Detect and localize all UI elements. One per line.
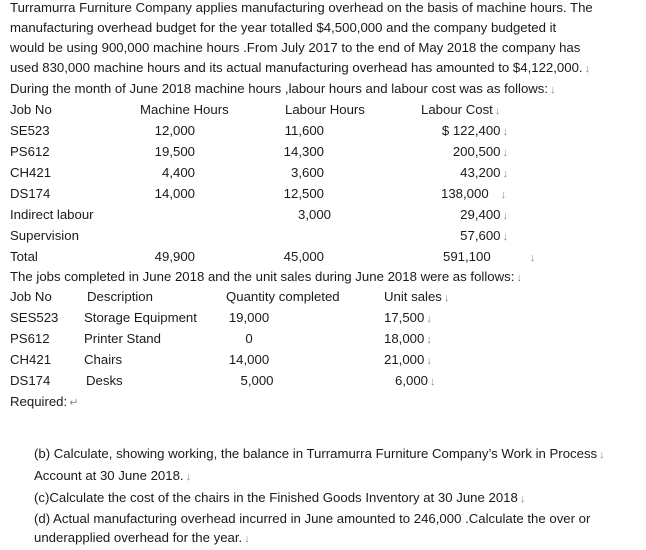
line-break-mark-icon: ↓ (443, 292, 450, 304)
table2-header-quantity: Quantity completed (226, 289, 340, 304)
table1-row-job: SE523 (10, 123, 50, 138)
line-break-mark-icon: ↓ (502, 126, 508, 138)
line-break-mark-icon: ↓ (599, 449, 605, 461)
table1-row-labour-cost: $ 122,400 ↓ (441, 123, 508, 138)
table1-header-machine: Machine Hours (140, 102, 229, 117)
line-break-mark-icon: ↓ (519, 493, 526, 505)
line-break-mark-icon: ↓ (502, 231, 508, 243)
table2-row-quantity: 14,000 (228, 352, 270, 367)
line-break-mark-icon: ↓ (584, 63, 591, 75)
line-break-mark-icon: ↓ (502, 210, 508, 222)
line-break-mark-icon: ↓ (426, 313, 432, 325)
question-d-line: underapplied overhead for the year. ↓ (34, 530, 250, 545)
intro-line: During the month of June 2018 machine hours ,labour hours and labour cost was as follows: ↓ (10, 81, 556, 96)
table2-row-unit-sales: 6,000 ↓ (395, 373, 436, 388)
table1-row-labour-hours: 3,000 (297, 207, 331, 222)
table1-row-job: PS612 (10, 144, 50, 159)
table1-row-labour-cost: 57,600 ↓ (460, 228, 508, 243)
table1-header-labour-hours: Labour Hours (285, 102, 365, 117)
table1-row-labour-cost: 29,400 ↓ (460, 207, 508, 222)
table1-row-labour-hours: 14,300 (283, 144, 324, 159)
question-b-line: (b) Calculate, showing working, the balance in Turramurra Furniture Company’s Work in Process ↓ (34, 446, 605, 461)
table2-header-description: Description (87, 289, 153, 304)
table1-header-labour-cost: Labour Cost ↓ (421, 102, 501, 117)
table1-row-machine: 4,400 (161, 165, 195, 180)
table1-row-job: Indirect labour (10, 207, 94, 222)
line-break-mark-icon: ↓ (550, 84, 556, 96)
table1-total-machine: 49,900 (154, 249, 195, 264)
line-break-mark-icon: ↓ (185, 471, 192, 483)
table2-row-description: Chairs (84, 352, 123, 367)
table1-row-job: CH421 (10, 165, 52, 180)
table2-row-job: DS174 (10, 373, 51, 388)
question-d-line: (d) Actual manufacturing overhead incurred in June amounted to 246,000 .Calculate the over or (34, 511, 591, 526)
intro-line: would be using 900,000 machine hours .From July 2017 to the end of May 2018 the company has (10, 40, 581, 55)
intro-line: manufacturing overhead budget for the year totalled $4,500,000 and the company budgeted it (10, 20, 557, 35)
line-break-mark-icon: ↓ (494, 105, 501, 117)
line-break-mark-icon: ↓ (502, 168, 508, 180)
table1-total-labour-hours: 45,000 (283, 249, 324, 264)
table1-row-job: DS174 (10, 186, 51, 201)
intro-line: used 830,000 machine hours and its actual manufacturing overhead has amounted to $4,122,000. ↓ (10, 60, 591, 75)
question-b-line: Account at 30 June 2018. ↓ (34, 468, 192, 483)
line-break-mark-icon: ↓ (516, 272, 522, 284)
line-break-mark-icon: ↓ (426, 355, 432, 367)
line-break-mark-icon: ↓ (244, 533, 250, 545)
table1-row-labour-cost: 200,500 ↓ (452, 144, 508, 159)
table1-header-job: Job No (10, 102, 52, 117)
table1-row-machine: 19,500 (154, 144, 195, 159)
intro-line: Turramurra Furniture Company applies manufacturing overhead on the basis of machine hours. The (10, 0, 593, 15)
table2-row-quantity: 19,000 (228, 310, 270, 325)
line-break-mark-icon: ↓ (430, 376, 436, 388)
line-break-mark-icon: ↓ (530, 252, 536, 264)
table2-row-unit-sales: 21,000 ↓ (384, 352, 432, 367)
table1-row-machine: 12,000 (154, 123, 195, 138)
table2-row-job: SES523 (10, 310, 59, 325)
table1-row-labour-hours: 11,600 (284, 123, 324, 138)
table2-header-unit-sales: Unit sales ↓ (384, 289, 450, 304)
question-c-line: (c)Calculate the cost of the chairs in the Finished Goods Inventory at 30 June 2018 ↓ (34, 490, 526, 505)
line-break-mark-icon: ↓ (500, 189, 507, 201)
table2-row-unit-sales: 18,000 ↓ (384, 331, 432, 346)
table1-row-labour-cost: 138,000 ↓ (441, 186, 507, 201)
table2-row-job: CH421 (10, 352, 52, 367)
table2-row-quantity: 0 (245, 331, 253, 346)
table1-total-label: Total (10, 249, 38, 264)
table2-header-job: Job No (10, 289, 52, 304)
line-break-mark-icon: ↓ (426, 334, 432, 346)
table2-row-quantity: 5,000 (240, 373, 274, 388)
mid-text: The jobs completed in June 2018 and the unit sales during June 2018 were as follows: ↓ (10, 269, 522, 284)
required-label: Required: ↵ (10, 394, 79, 409)
table1-row-labour-hours: 12,500 (283, 186, 324, 201)
table1-row-labour-hours: 3,600 (290, 165, 324, 180)
table1-total-labour-cost: 591,100 (443, 249, 491, 264)
line-break-mark-icon: ↓ (502, 147, 508, 159)
table2-row-description: Desks (86, 373, 123, 388)
table2-row-description: Storage Equipment (84, 310, 197, 325)
table2-row-job: PS612 (10, 331, 50, 346)
table2-row-unit-sales: 17,500 ↓ (384, 310, 432, 325)
table1-row-labour-cost: 43,200 ↓ (460, 165, 508, 180)
table1-row-machine: 14,000 (154, 186, 195, 201)
paragraph-return-mark-icon: ↵ (69, 397, 79, 409)
table2-row-description: Printer Stand (84, 331, 161, 346)
table1-row-job: Supervision (10, 228, 79, 243)
